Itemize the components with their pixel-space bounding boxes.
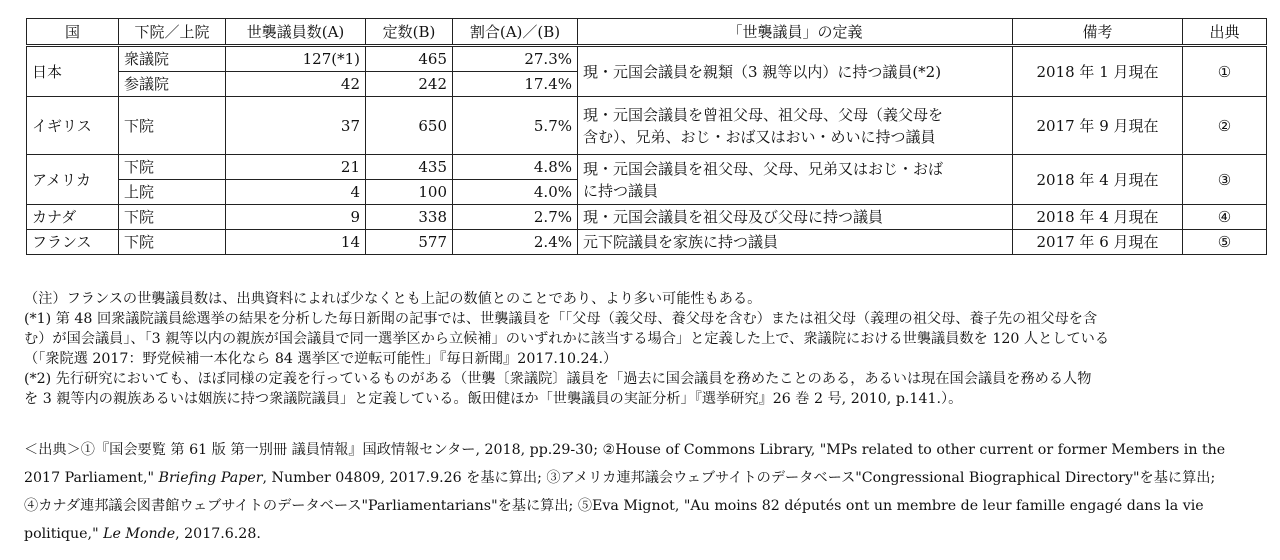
source-text: , Number 04809, 2017.9.26 を基に算出; ③アメリカ連邦議会ウェブサイトのデータベース"Congressional Biographical Directory"を基に算出; — [262, 470, 1216, 486]
source-cell: ⑤ — [1183, 230, 1267, 255]
definition-line: に持つ議員 — [583, 181, 659, 200]
footnote-2-line: を 3 親等内の親族あるいは姻族に持つ衆議院議員」と定義している。飯田健ほか「世襲議員の実証分析」『選挙研究』26 巻 2 号, 2010, p.141.）。 — [24, 391, 963, 407]
source-line: ④カナダ連邦議会図書館ウェブサイトのデータベース"Parliamentarians"を基に算出; ⑤Eva Mignot, "Au moins 82 députés ont un membre de leur famille engagé dans la vie — [24, 498, 1204, 514]
definition-cell: 元下院議員を家族に持つ議員 — [578, 230, 1013, 255]
house-cell: 参議院 — [119, 72, 226, 97]
house-cell: 下院 — [119, 155, 226, 180]
source-cell: ② — [1183, 97, 1267, 155]
seats-cell: 435 — [366, 155, 453, 180]
seats-cell: 577 — [366, 230, 453, 255]
country-cell: イギリス — [27, 97, 119, 155]
definition-cell — [578, 155, 1013, 205]
source-cell: ④ — [1183, 205, 1267, 230]
source-title-italic: Le Monde — [103, 526, 176, 542]
table-row — [27, 155, 1267, 180]
ratio-cell: 2.7% — [453, 205, 578, 230]
source-text: politique," — [24, 526, 104, 542]
seats-cell: 338 — [366, 205, 453, 230]
header-seats: 定数(B) — [366, 19, 453, 46]
ratio-cell: 2.4% — [453, 230, 578, 255]
definition-line: 現・元国会議員を祖父母、父母、兄弟又はおじ・おば — [583, 159, 944, 178]
country-cell: カナダ — [27, 205, 119, 230]
legislators-table — [26, 18, 1267, 255]
header-country: 国 — [27, 19, 119, 46]
country-cell: フランス — [27, 230, 119, 255]
sources-section — [24, 436, 1264, 548]
country-cell: 日本 — [27, 46, 119, 97]
footnote-1-line: (*1) 第 48 回衆議院議員総選挙の結果を分析した毎日新聞の記事では、世襲議員を「「父母（義父母、養父母を含む）または祖父母（義理の祖父母、養子先の祖父母を含 — [24, 311, 1098, 327]
house-cell: 下院 — [119, 230, 226, 255]
note-cell: 2017 年 6 月現在 — [1013, 230, 1183, 255]
seats-cell: 242 — [366, 72, 453, 97]
source-line — [24, 520, 1264, 548]
source-cell: ① — [1183, 46, 1267, 97]
source-text: 2017 Parliament," — [24, 470, 159, 486]
ratio-cell: 4.0% — [453, 180, 578, 205]
seats-cell: 650 — [366, 97, 453, 155]
ratio-cell: 4.8% — [453, 155, 578, 180]
source-cell: ③ — [1183, 155, 1267, 205]
house-cell: 衆議院 — [119, 46, 226, 72]
definition-cell — [578, 97, 1013, 155]
ratio-cell: 5.7% — [453, 97, 578, 155]
source-text: , 2017.6.28. — [175, 526, 261, 542]
header-source: 出典 — [1183, 19, 1267, 46]
note-cell: 2018 年 4 月現在 — [1013, 155, 1183, 205]
count-cell: 4 — [226, 180, 366, 205]
ratio-cell: 27.3% — [453, 46, 578, 72]
count-cell: 21 — [226, 155, 366, 180]
table-row — [27, 46, 1267, 72]
house-cell: 上院 — [119, 180, 226, 205]
note-main: （注）フランスの世襲議員数は、出典資料によれば少なくとも上記の数値とのことであり、より多い可能性もある。 — [24, 291, 762, 307]
header-ratio: 割合(A)／(B) — [453, 19, 578, 46]
source-line: ＜出典＞①『国会要覧 第 61 版 第一別冊 議員情報』国政情報センター, 2018, pp.29-30; ②House of Commons Library, "MPs related to other current or former Members in the — [24, 442, 1226, 458]
house-cell: 下院 — [119, 205, 226, 230]
seats-cell: 465 — [366, 46, 453, 72]
source-line — [24, 464, 1264, 492]
definition-cell: 現・元国会議員を親類（3 親等以内）に持つ議員(*2) — [578, 46, 1013, 97]
table-row — [27, 97, 1267, 155]
table-row — [27, 205, 1267, 230]
count-cell: 42 — [226, 72, 366, 97]
count-cell: 37 — [226, 97, 366, 155]
header-definition: 「世襲議員」の定義 — [578, 19, 1013, 46]
footnote-1-line: （「衆院選 2017：野党候補一本化なら 84 選挙区で逆転可能性」『毎日新聞』2017.10.24.） — [24, 351, 618, 367]
header-note: 備考 — [1013, 19, 1183, 46]
definition-cell: 現・元国会議員を祖父母及び父母に持つ議員 — [578, 205, 1013, 230]
table-header-row — [27, 19, 1267, 46]
footnote-2-line: (*2) 先行研究においても、ほぼ同様の定義を行っているものがある（世襲〔衆議院〕議員を「過去に国会議員を務めたことのある，あるいは現在国会議員を務める人物 — [24, 371, 1092, 387]
ratio-cell: 17.4% — [453, 72, 578, 97]
definition-line: 含む）、兄弟、おじ・おば又はおい・めいに持つ議員 — [583, 127, 936, 146]
note-cell: 2018 年 4 月現在 — [1013, 205, 1183, 230]
house-cell: 下院 — [119, 97, 226, 155]
header-house: 下院／上院 — [119, 19, 226, 46]
seats-cell: 100 — [366, 180, 453, 205]
table-row — [27, 230, 1267, 255]
count-cell: 9 — [226, 205, 366, 230]
count-cell: 14 — [226, 230, 366, 255]
definition-line: 現・元国会議員を曾祖父母、祖父母、父母（義父母を — [583, 105, 944, 124]
count-cell: 127(*1) — [226, 46, 366, 72]
note-cell: 2017 年 9 月現在 — [1013, 97, 1183, 155]
source-title-italic: Briefing Paper — [158, 470, 263, 486]
table-notes — [24, 289, 1264, 409]
footnote-1-line: む）が国会議員」、「3 親等以内の親族が国会議員で同一選挙区から立候補」のいずれかに該当する場合」と定義した上で、衆議院における世襲議員数を 120 人としている — [24, 331, 1110, 347]
note-cell: 2018 年 1 月現在 — [1013, 46, 1183, 97]
country-cell: アメリカ — [27, 155, 119, 205]
header-count: 世襲議員数(A) — [226, 19, 366, 46]
